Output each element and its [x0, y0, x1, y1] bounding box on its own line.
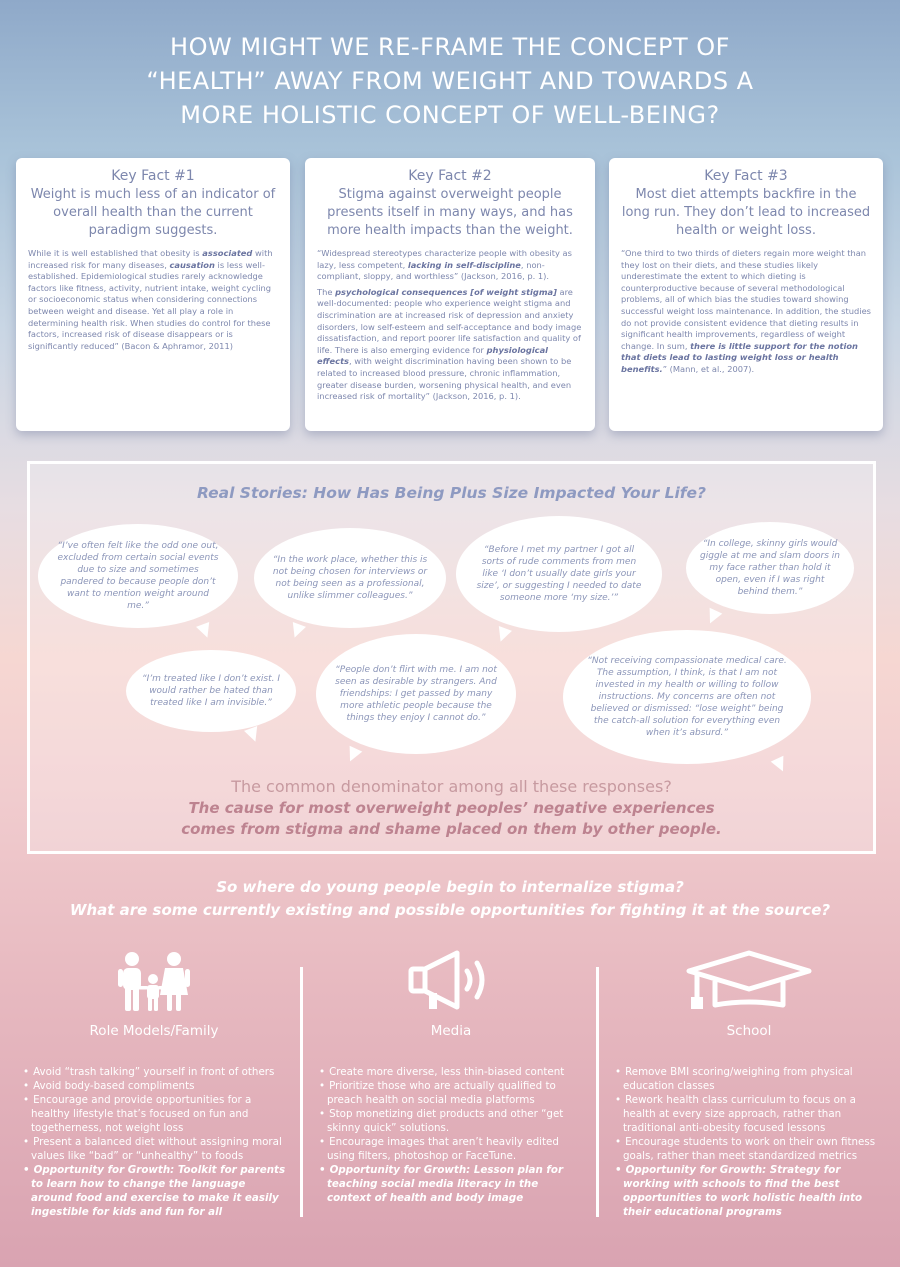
opportunity-item: • Opportunity for Growth: Strategy for working with schools to find the best opportunities to work holistic health into their educational programs: [614, 1163, 884, 1219]
column-title: School: [726, 1023, 772, 1039]
bubble-tail: [288, 622, 306, 640]
quote-text: “I’ve often felt like the odd one out, excluded from certain social events due to size and sometimes pandered to because people don’t want to mention weight around me.”: [57, 541, 219, 611]
common-denominator: [30, 776, 873, 840]
column-school: [614, 945, 884, 1219]
emphasis-text: physiological effects: [317, 344, 549, 367]
quote-bubble: [38, 524, 238, 628]
emphasis-text: lacking in self-discipline: [407, 259, 521, 270]
title-line-3: MORE HOLISTIC CONCEPT OF WELL-BEING?: [180, 101, 720, 129]
megaphone-icon: [318, 945, 584, 1013]
column-role-models-family: [22, 945, 286, 1219]
key-fact-paragraph: “One third to two thirds of dieters regain more weight than they lost on their diets, and these studies likely underestimate the extent to which dieting is counterproductive because of several methodological problems, all of which bias the studies toward showing successful weight loss maintenance. In addition, the studies do not provide consistent evidence that dieting results in significant health improvements, regardless of weight change. In sum, there is little support for the notion that diets lead to lasting weight loss or health benefits.” (Mann, et al., 2007).: [621, 248, 872, 374]
list-item: • Encourage images that aren’t heavily edited using filters, photoshop or FaceTune.: [318, 1135, 584, 1163]
column-title: Role Models/Family: [89, 1023, 219, 1039]
key-fact-card-2: [305, 158, 595, 431]
real-stories-heading: Real Stories: How Has Being Plus Size Impacted Your Life?: [196, 484, 707, 502]
opportunity-item: • Opportunity for Growth: Toolkit for parents to learn how to change the language around food and exercise to make it easily ingestible for kids and fun for all: [22, 1163, 286, 1219]
quote-text: “Not receiving compassionate medical care. The assumption, I think, is that I am not invested in my health or willing to follow instructions. My concerns are often not believed or dismissed: “lose weight” being the catch-all solution for everything even when it’s absurd.”: [587, 656, 787, 738]
key-fact-paragraph: While it is well established that obesity is associated with increased risk for many diseases, causation is less well-established. Epidemiological studies rarely acknowledge factors like fitness, activity, nutrient intake, weight cycling or socioeconomic status when considering connections between weight and disease. Yet all play a role in determining health risk. When studies do control for these factors, increased risk of disease disappears or is significantly reduced” (Bacon & Aphramor, 2011): [28, 248, 273, 351]
quote-text: “In college, skinny girls would giggle at me and slam doors in my face rather than hold it open, even if I was right behind them.”: [700, 539, 840, 597]
column-title: Media: [430, 1023, 472, 1039]
emphasis-text: associated: [202, 248, 253, 258]
key-fact-heading: Key Fact #3: [704, 168, 788, 184]
list-item: • Encourage and provide opportunities for a healthy lifestyle that’s focused on fun and togetherness, not weight loss: [22, 1093, 286, 1135]
key-fact-body: [28, 248, 278, 352]
graduation-cap-icon: [614, 945, 884, 1013]
poster-title: [0, 30, 900, 132]
key-fact-lead: Most diet attempts backfire in the long run. They don’t lead to increased health or weight loss.: [621, 187, 871, 238]
opportunity-item: • Opportunity for Growth: Lesson plan for teaching social media literacy in the context of health and body image: [318, 1163, 584, 1205]
list-item: • Encourage students to work on their own fitness goals, rather than meet standardized metrics: [614, 1135, 884, 1163]
key-fact-body: [317, 248, 583, 403]
denominator-answer-line-2: comes from stigma and shame placed on them by other people.: [181, 820, 722, 838]
quote-bubble: [563, 630, 811, 764]
quote-text: “I’m treated like I don’t exist. I would rather be hated than treated like I am invisible.”: [142, 674, 280, 708]
key-fact-heading: Key Fact #2: [408, 168, 492, 184]
title-line-1: HOW MIGHT WE RE-FRAME THE CONCEPT OF: [170, 33, 730, 61]
list-item: • Avoid body-based compliments: [22, 1079, 286, 1093]
title-line-2: “HEALTH” AWAY FROM WEIGHT AND TOWARDS A: [146, 67, 754, 95]
emphasis-text: causation: [169, 259, 215, 270]
quote-bubble: [126, 650, 296, 732]
list-item: • Rework health class curriculum to focus on a health at every size approach, rather than traditional anti-obesity focused lessons: [614, 1093, 884, 1135]
column-list: [318, 1065, 584, 1205]
key-fact-lead: Stigma against overweight people presents itself in many ways, and has more health impacts than the weight.: [327, 187, 573, 238]
quote-bubble: [316, 634, 516, 754]
bubble-tail: [344, 746, 363, 765]
bubble-tail: [494, 626, 512, 644]
key-fact-paragraph: “Widespread stereotypes characterize people with obesity as lazy, less competent, lacking in self-discipline, non-compliant, sloppy, and worthless” (Jackson, 2016, p. 1).: [317, 248, 572, 282]
quote-text: “People don’t flirt with me. I am not seen as desirable by strangers. And friendships: I get passed by many more athletic people because the things they enjoy I cannot do.”: [335, 665, 497, 723]
key-fact-card-3: [609, 158, 883, 431]
column-media: [318, 945, 584, 1205]
internalize-stigma-question: [0, 876, 900, 922]
question-line-2: What are some currently existing and possible opportunities for fighting it at the source?: [69, 901, 831, 919]
key-fact-paragraph: The psychological consequences [of weight stigma] are well-documented: people who experience weight stigma and discrimination are at increased risk of depression and anxiety disorders, low self-esteem and self-acceptance and body image dissatisfaction, and report poorer life satisfaction and quality of life. There is also emerging evidence for physiological effects, with weight discrimination having been shown to be related to increased blood pressure, chronic inflammation, greater disease burden, worsening physical health, and even increased risk of mortality” (Jackson, 2016, p. 1).: [317, 286, 582, 402]
key-fact-lead: Weight is much less of an indicator of overall health than the current paradigm suggests.: [30, 187, 276, 238]
list-item: • Create more diverse, less thin-biased content: [318, 1065, 584, 1079]
bubble-tail: [244, 726, 262, 744]
denominator-answer-line-1: The cause for most overweight peoples’ negative experiences: [188, 799, 715, 817]
column-divider: [596, 967, 599, 1217]
column-divider: [300, 967, 303, 1217]
quote-text: “Before I met my partner I got all sorts of rude comments from men like ‘I don’t usually date girls your size’, or suggesting I needed to date someone more ‘my size.’”: [476, 545, 642, 603]
list-item: • Present a balanced diet without assigning moral values like “bad” or “unhealthy” to foods: [22, 1135, 286, 1163]
denominator-question: The common denominator among all these responses?: [231, 777, 672, 796]
column-list: [22, 1065, 286, 1219]
key-fact-body: [621, 248, 871, 376]
quote-text: “In the work place, whether this is not being chosen for interviews or not being seen as a professional, unlike slimmer colleagues.”: [272, 555, 428, 601]
emphasis-text: there is little support for the notion that diets lead to lasting weight loss or health benefits.: [621, 340, 858, 374]
list-item: • Prioritize those who are actually qualified to preach health on social media platforms: [318, 1079, 584, 1107]
list-item: • Avoid “trash talking” yourself in front of others: [22, 1065, 286, 1079]
column-list: [614, 1065, 884, 1219]
list-item: • Stop monetizing diet products and other “get skinny quick” solutions.: [318, 1107, 584, 1135]
quote-bubble: [456, 516, 662, 632]
key-fact-card-1: [16, 158, 290, 431]
bubble-tail: [771, 756, 790, 775]
bubble-tail: [704, 608, 723, 627]
emphasis-text: psychological consequences [of weight stigma]: [335, 286, 557, 297]
list-item: • Remove BMI scoring/weighing from physical education classes: [614, 1065, 884, 1093]
quote-bubble: [686, 522, 854, 614]
quote-bubble: [254, 528, 446, 628]
bubble-tail: [196, 622, 214, 640]
question-line-1: So where do young people begin to internalize stigma?: [216, 878, 684, 896]
real-stories-panel: [27, 461, 876, 854]
key-fact-heading: Key Fact #1: [111, 168, 195, 184]
family-icon: [22, 945, 286, 1013]
